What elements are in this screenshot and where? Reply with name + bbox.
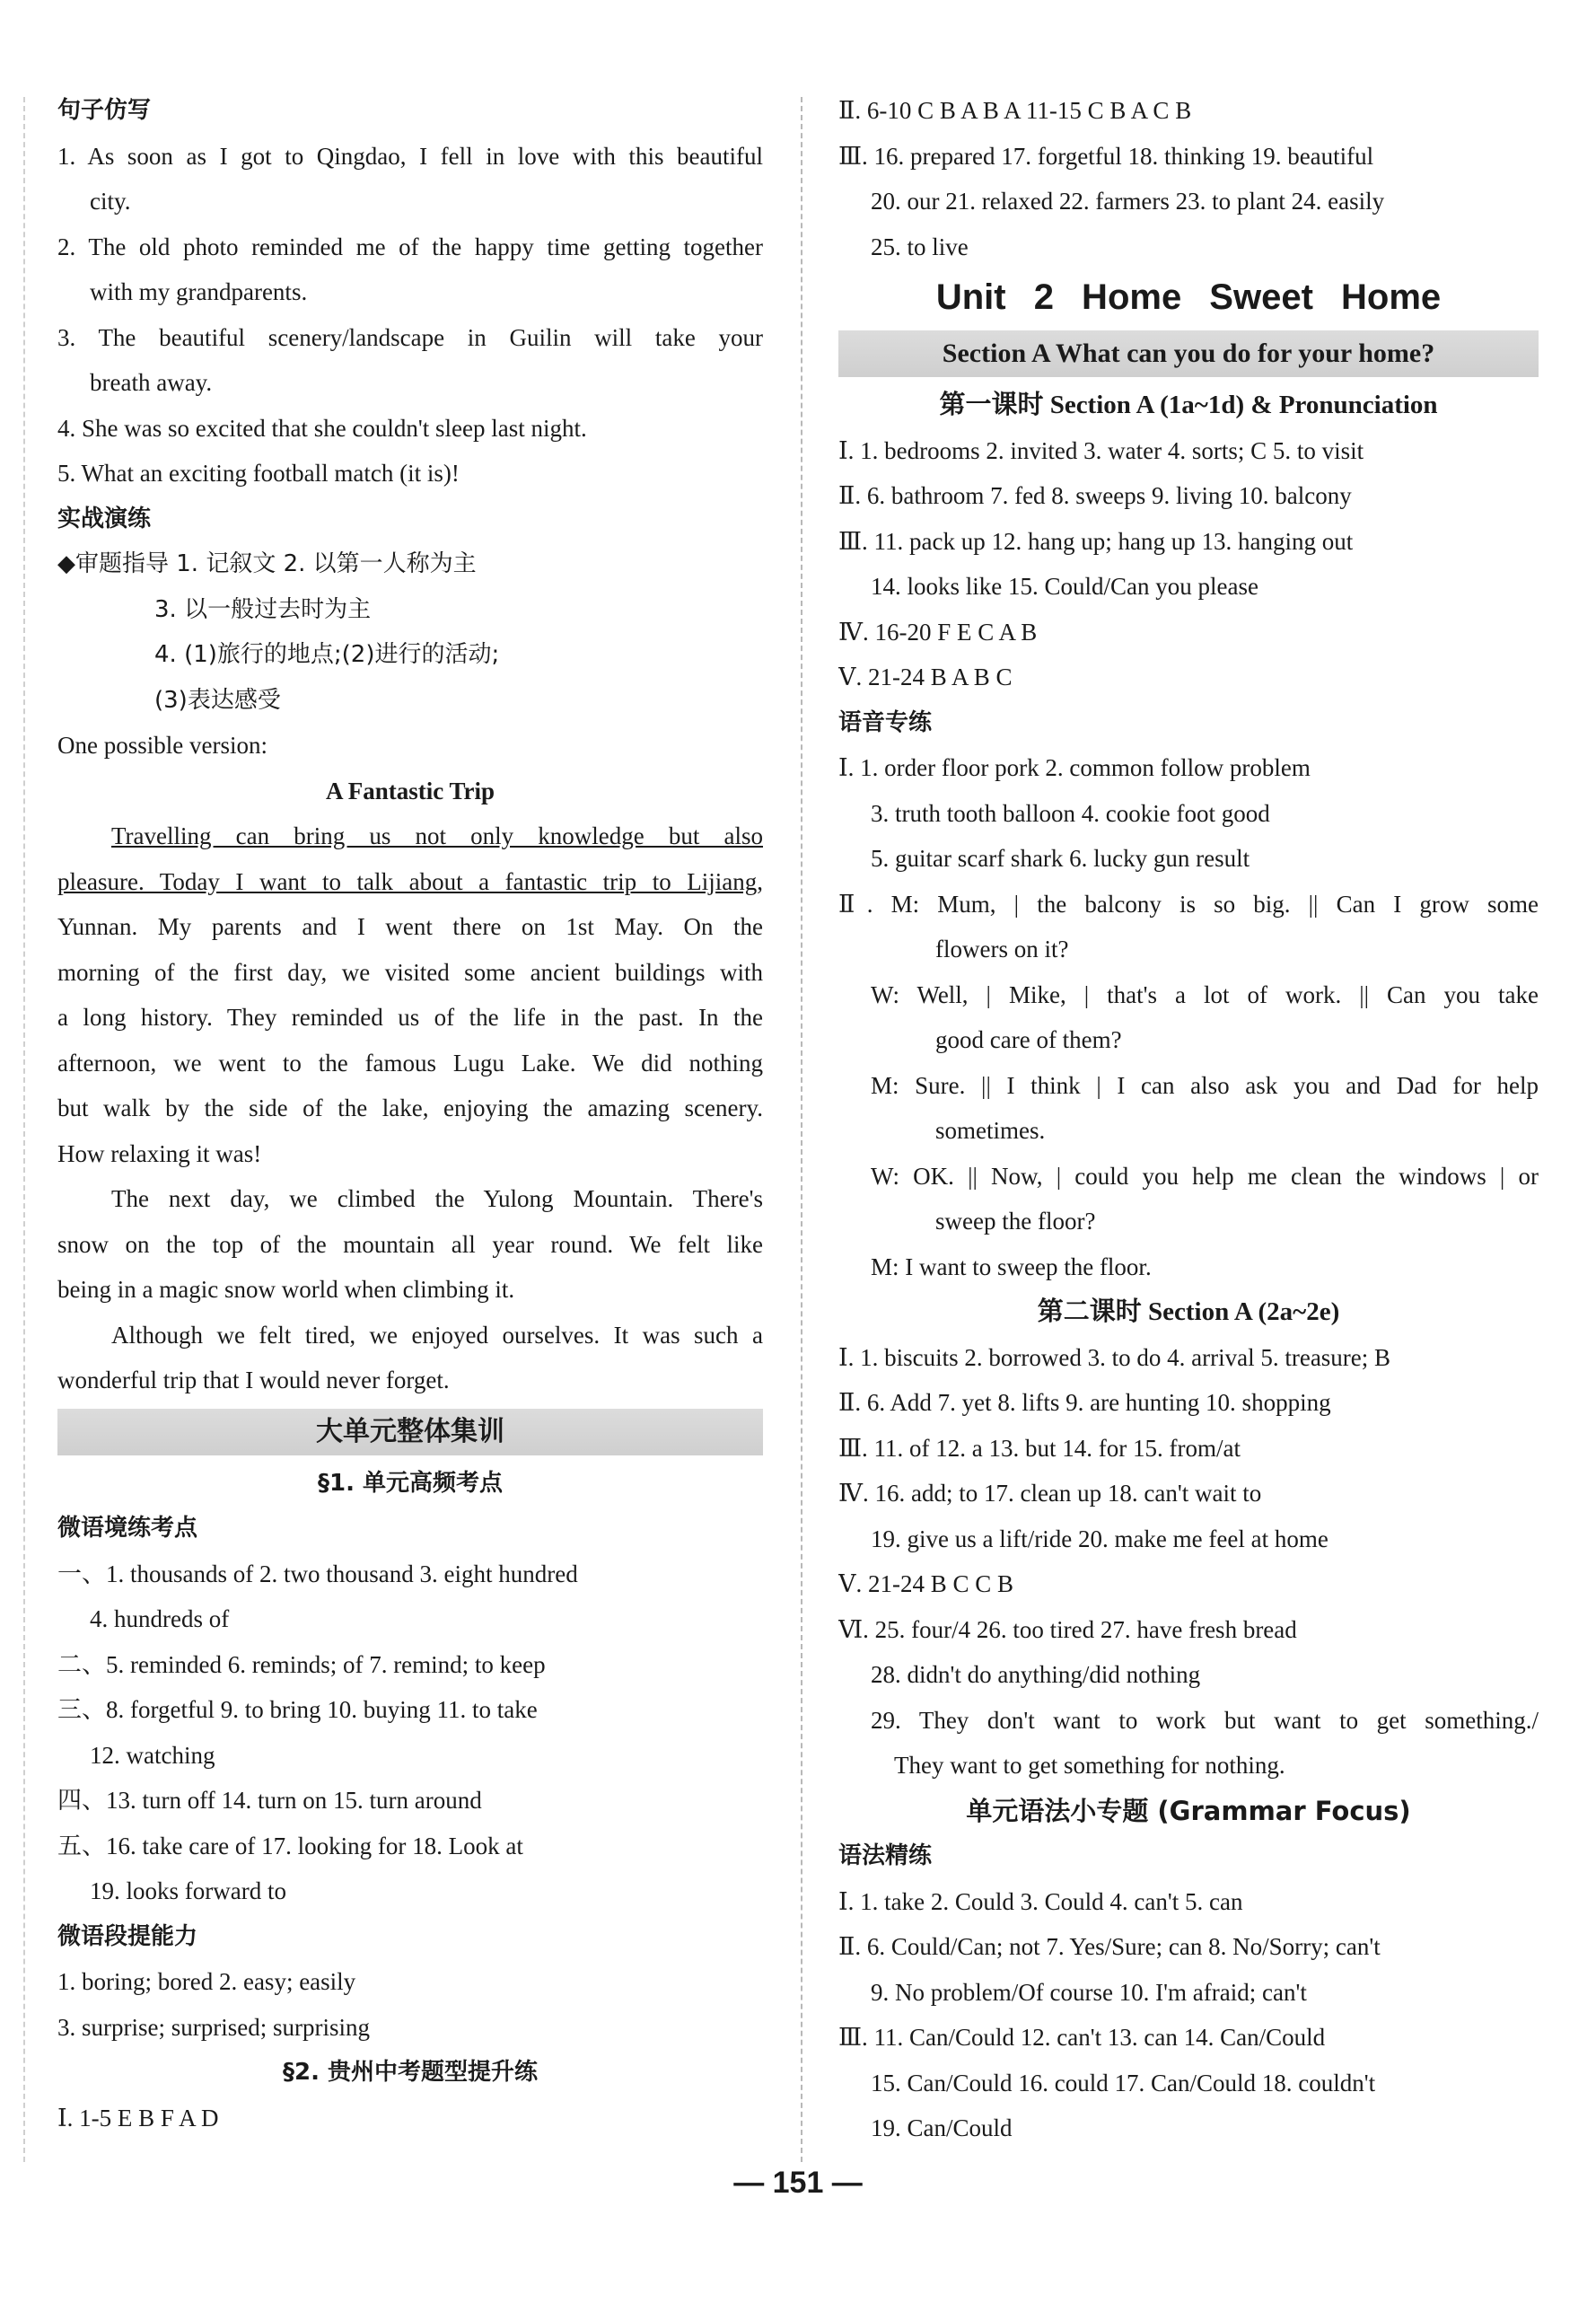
left-line-13: (3)表达感受 [154,686,281,714]
right-line-36: They want to get something for nothing. [894,1752,1285,1779]
right-line-12: Ⅴ. 21-24 B A B C [838,664,1013,690]
right-line-8: Ⅱ. 6. bathroom 7. fed 8. sweeps 9. living 10. balcony [838,482,1352,509]
left-line-9: 实战演练 [57,505,152,532]
right-line-20: good care of them? [935,1026,1122,1053]
left-line-40: 微语段提能力 [57,1922,198,1950]
left-line-20: a long history. They reminded us of the life in the past. In the [57,1004,763,1031]
left-line-1: 1. As soon as I got to Qingdao, I fell in love with this beautiful [57,142,763,170]
right-line-41: 9. No problem/Of course 10. I'm afraid; can't [871,1978,1307,2006]
right-line-39: Ⅰ. 1. take 2. Could 3. Could 4. can't 5. can [838,1887,1243,1915]
left-line-36: 12. watching [90,1741,215,1769]
right-line-42: Ⅲ. 11. Can/Could 12. can't 13. can 14. Can/Could [838,2024,1326,2051]
right-line-24: sweep the floor? [935,1208,1096,1235]
left-line-4: with my grandparents. [90,278,308,305]
right-line-21: M: Sure. || I think | I can also ask you and Dad for help [871,1071,1539,1099]
right-column [838,88,1539,2151]
right-line-19: W: Well, | Mike, | that's a lot of work. || Can you take [871,980,1539,1008]
right-line-6: 第一课时 Section A (1a~1d) & Pronunciation [939,391,1438,419]
left-line-27: Although we felt tired, we enjoyed ourselves. It was such a [111,1321,763,1349]
left-line-29: 大单元整体集训 [57,1409,763,1455]
right-line-37: 单元语法小专题 (Grammar Focus) [966,1795,1411,1826]
left-line-41: 1. boring; bored 2. easy; easily [57,1968,356,1995]
right-line-34: 28. didn't do anything/did nothing [871,1661,1201,1688]
left-line-8: 5. What an exciting football match (it is)! [57,460,460,487]
left-line-33: 4. hundreds of [90,1605,230,1632]
left-line-38: 五、16. take care of 17. looking for 18. Look at [57,1832,523,1859]
right-line-2: 20. our 21. relaxed 22. farmers 23. to plant 24. easily [871,188,1385,215]
left-line-43: §2. 贵州中考题型提升练 [282,2059,539,2086]
left-line-19: morning of the first day, we visited some ancient buildings with [57,958,763,986]
left-line-16: Travelling can bring us not only knowledge but also [111,822,763,849]
left-page-edge [23,97,25,2162]
right-line-25: M: I want to sweep the floor. [871,1253,1152,1280]
right-line-14: Ⅰ. 1. order floor pork 2. common follow problem [838,754,1311,781]
left-line-6: breath away. [90,369,213,396]
right-line-10: 14. looks like 15. Could/Can you please [871,573,1258,600]
left-column [57,88,763,2140]
left-line-42: 3. surprise; surprised; surprising [57,2013,370,2041]
left-line-18: Yunnan. My parents and I went there on 1st May. On the [57,913,763,940]
left-line-15: A Fantastic Trip [325,777,495,804]
right-line-15: 3. truth tooth balloon 4. cookie foot good [871,799,1270,827]
right-line-18: flowers on it? [935,936,1069,963]
right-line-44: 19. Can/Could [871,2114,1013,2141]
left-line-17: pleasure. Today I want to talk about a fantastic trip to Lijiang, [57,867,763,895]
right-line-22: sometimes. [935,1117,1046,1144]
left-line-34: 二、5. reminded 6. reminds; of 7. remind; to keep [57,1650,546,1678]
left-line-23: How relaxing it was! [57,1139,262,1167]
left-line-0: 句子仿写 [57,97,152,124]
left-line-35: 三、8. forgetful 9. to bring 10. buying 11. to take [57,1696,538,1723]
left-line-30: §1. 单元高频考点 [317,1469,504,1497]
right-line-3: 25. to live [871,233,969,260]
right-line-11: Ⅳ. 16-20 F E C A B [838,618,1038,646]
left-line-10: ◆审题指导 1. 记叙文 2. 以第一人称为主 [57,550,477,577]
left-line-3: 2. The old photo reminded me of the happy time getting together [57,233,763,260]
left-line-31: 微语境练考点 [57,1515,198,1542]
left-line-39: 19. looks forward to [90,1877,286,1904]
left-line-32: 一、1. thousands of 2. two thousand 3. eight hundred [57,1560,578,1587]
left-line-21: afternoon, we went to the famous Lugu Lake. We did nothing [57,1049,763,1077]
right-line-26: 第二课时 Section A (2a~2e) [1037,1297,1340,1326]
right-line-5: Section A What can you do for your home? [838,330,1539,377]
right-line-17: Ⅱ. M: Mum, | the balcony is so big. || Can I grow some [838,890,1539,918]
left-line-11: 3. 以一般过去时为主 [154,595,372,623]
right-line-31: 19. give us a lift/ride 20. make me feel at home [871,1525,1329,1552]
left-line-14: One possible version: [57,732,267,759]
right-line-40: Ⅱ. 6. Could/Can; not 7. Yes/Sure; can 8. No/Sorry; can't [838,1933,1381,1960]
right-line-13: 语音专练 [838,708,933,736]
page-number: — 151 — [733,2166,863,2200]
right-line-23: W: OK. || Now, | could you help me clean the windows | or [871,1162,1539,1190]
right-line-30: Ⅳ. 16. add; to 17. clean up 18. can't wait to [838,1480,1262,1507]
left-line-5: 3. The beautiful scenery/landscape in Guilin will take your [57,323,763,351]
right-line-27: Ⅰ. 1. biscuits 2. borrowed 3. to do 4. arrival 5. treasure; B [838,1343,1391,1371]
right-line-43: 15. Can/Could 16. could 17. Can/Could 18. couldn't [871,2069,1376,2096]
left-line-37: 四、13. turn off 14. turn on 15. turn around [57,1787,482,1814]
left-line-26: being in a magic snow world when climbing it. [57,1276,515,1303]
right-line-1: Ⅲ. 16. prepared 17. forgetful 18. thinking 19. beautiful [838,142,1374,170]
left-line-44: Ⅰ. 1-5 E B F A D [57,2104,219,2132]
right-line-0: Ⅱ. 6-10 C B A B A 11-15 C B A C B [838,97,1192,124]
right-line-35: 29. They don't want to work but want to get something./ [871,1706,1539,1734]
right-line-38: 语法精练 [838,1842,933,1869]
right-line-28: Ⅱ. 6. Add 7. yet 8. lifts 9. are hunting 10. shopping [838,1389,1331,1416]
left-line-25: snow on the top of the mountain all year round. We felt like [57,1230,763,1258]
right-line-29: Ⅲ. 11. of 12. a 13. but 14. for 15. from/at [838,1434,1241,1462]
right-line-33: Ⅵ. 25. four/4 26. too tired 27. have fresh bread [838,1615,1297,1643]
left-line-7: 4. She was so excited that she couldn't sleep last night. [57,414,587,442]
left-line-12: 4. (1)旅行的地点;(2)进行的活动; [154,641,500,668]
left-line-24: The next day, we climbed the Yulong Mountain. There's [111,1185,763,1212]
left-line-22: but walk by the side of the lake, enjoying the amazing scenery. [57,1094,763,1121]
right-line-16: 5. guitar scarf shark 6. lucky gun result [871,845,1250,872]
right-line-4: Unit 2 Home Sweet Home [935,277,1442,317]
right-line-7: Ⅰ. 1. bedrooms 2. invited 3. water 4. sorts; C 5. to visit [838,436,1364,464]
right-line-32: Ⅴ. 21-24 B C C B [838,1570,1014,1597]
left-line-28: wonderful trip that I would never forget. [57,1367,450,1393]
right-line-9: Ⅲ. 11. pack up 12. hang up; hang up 13. hanging out [838,527,1354,555]
left-line-2: city. [90,188,131,215]
column-divider [801,97,802,2162]
